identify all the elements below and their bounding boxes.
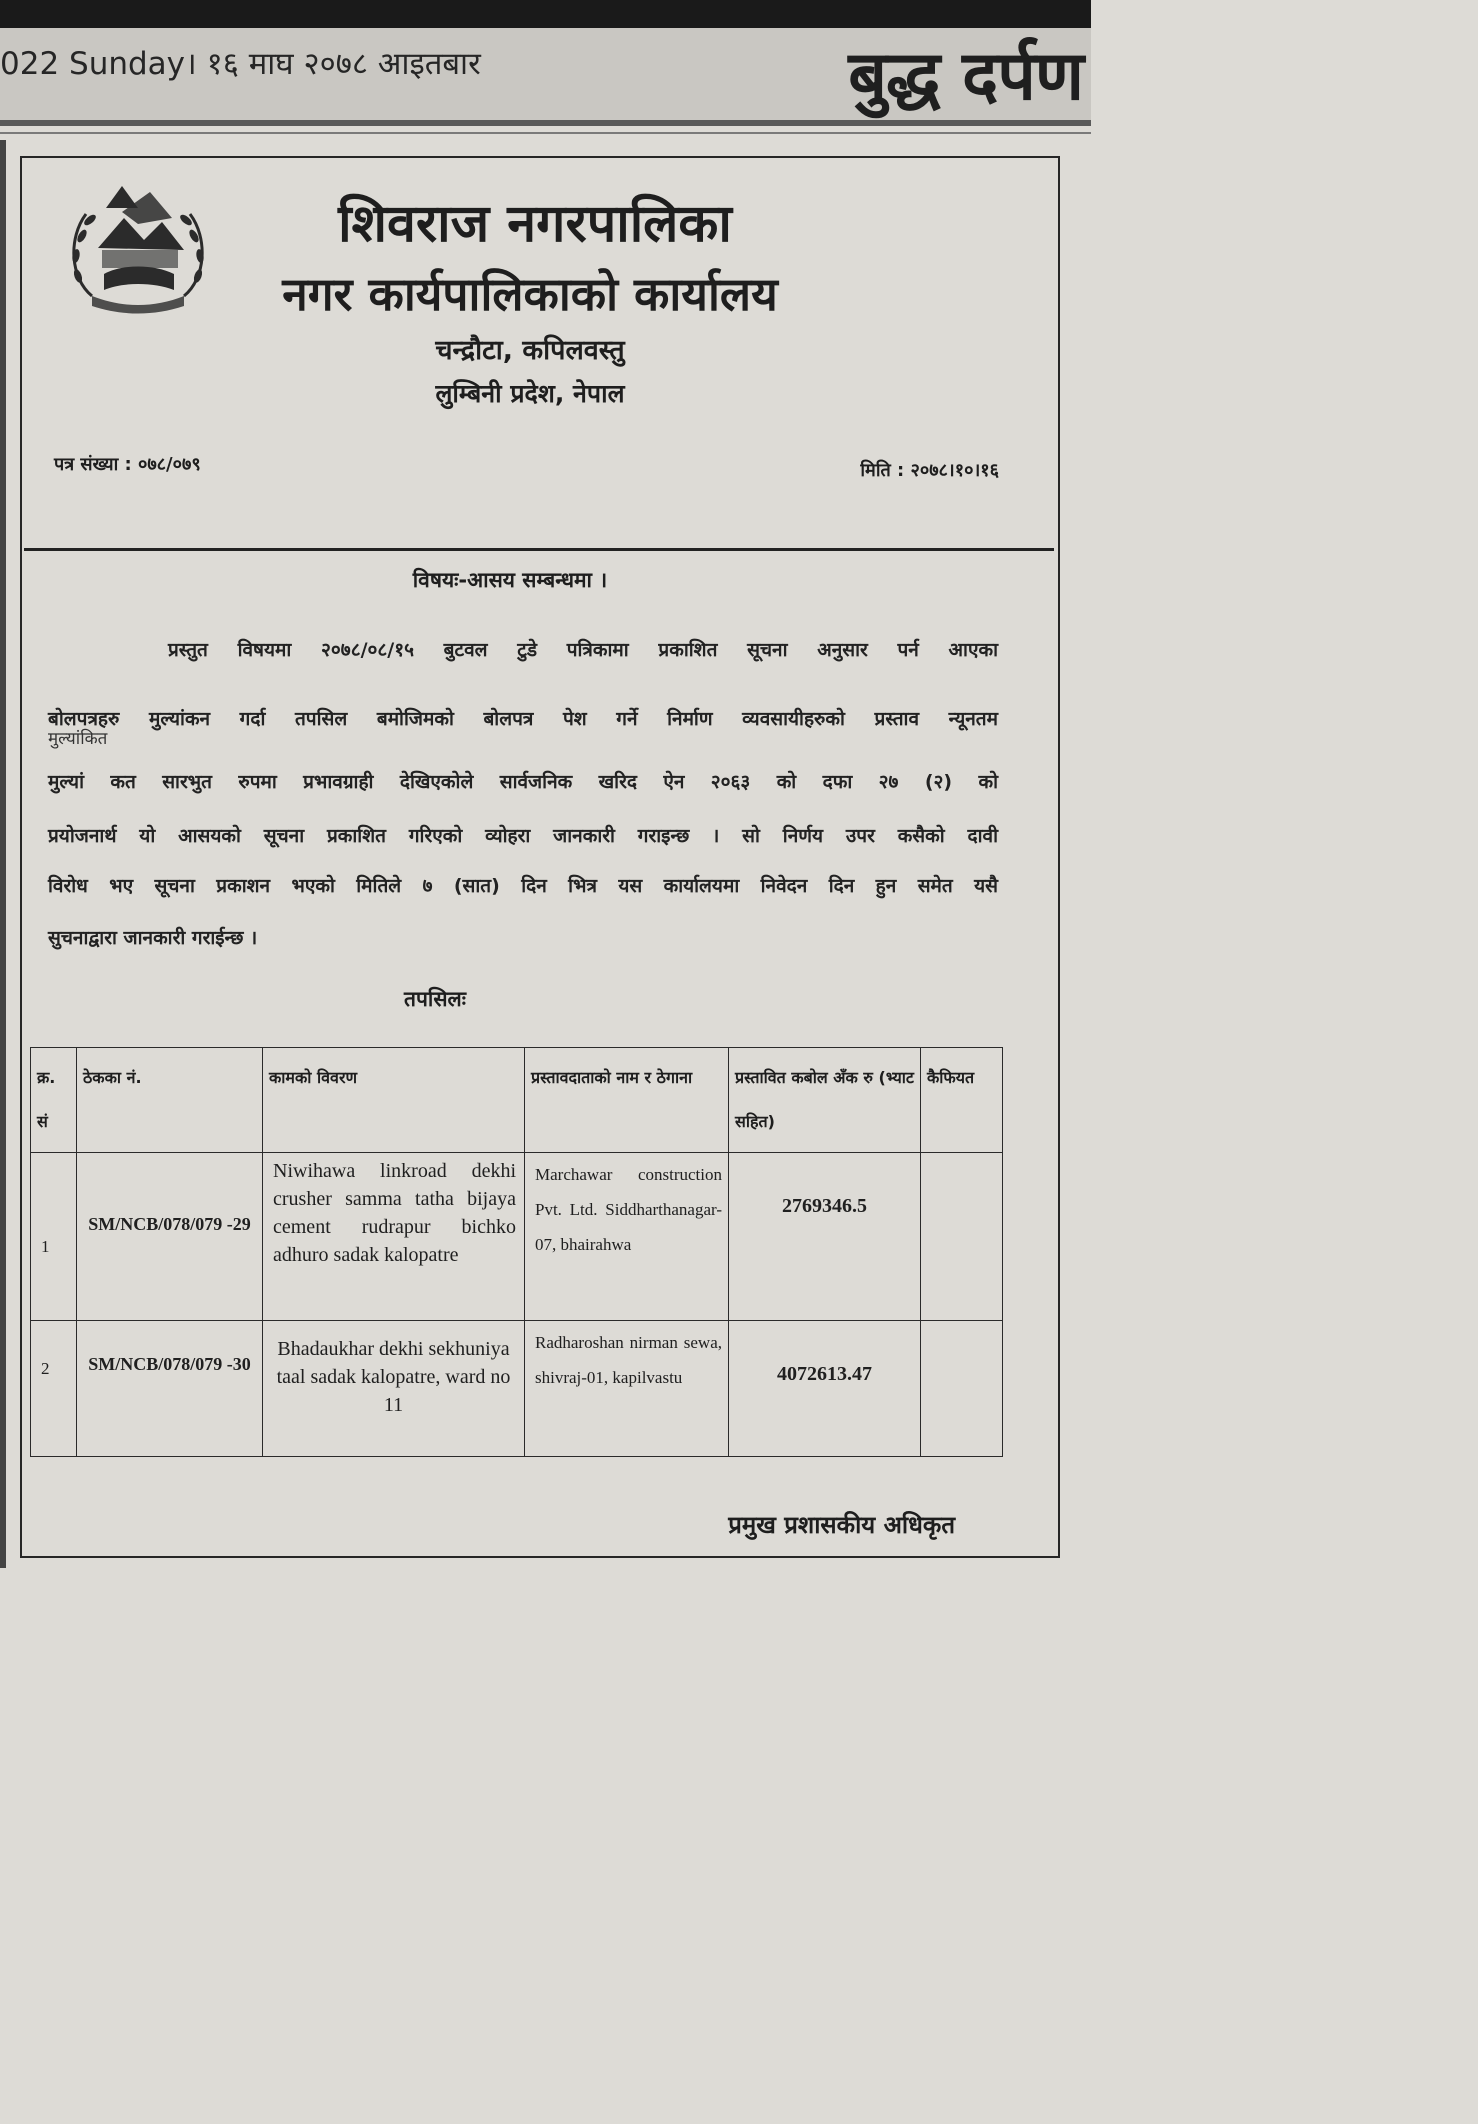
bid-table (30, 1047, 1003, 1457)
letter-date: मिति : २०७८।१०।१६ (860, 460, 999, 481)
row-sn: 1 (31, 1153, 77, 1321)
header-contract-no: ठेकका नं. (77, 1048, 263, 1153)
body-line-5: विरोध भए सूचना प्रकाशन भएको मितिले ७ (सात) दिन भित्र यस कार्यालयमा निवेदन दिन हुन समेत यसै (48, 875, 998, 897)
row-amount: 2769346.5 (729, 1153, 921, 1321)
row-contract-no: SM/NCB/078/079 -30 (77, 1321, 263, 1457)
row-remarks (921, 1321, 1003, 1457)
newspaper-name: बुद्ध दर्पण (848, 37, 1083, 116)
row-bidder: Radharoshan nirman sewa, shivraj-01, kapilvastu (525, 1321, 729, 1457)
table-row (31, 1153, 1003, 1321)
page-edge (0, 140, 6, 1568)
newspaper-masthead (0, 28, 1091, 120)
body-line-2: बोलपत्रहरु मुल्यांकन गर्दा तपसिल बमोजिमको बोलपत्र पेश गर्ने निर्माण व्यवसायीहरुको प्रस्ताव न्यूनतम (48, 708, 998, 730)
row-bidder: Marchawar construction Pvt. Ltd. Siddharthanagar-07, bhairahwa (525, 1153, 729, 1321)
subject-line: विषयः-आसय सम्बन्धमा । (412, 568, 608, 592)
body-line-3: मुल्यां कत सारभुत रुपमा प्रभावग्राही देखिएकोले सार्वजनिक खरिद ऐन २०६३ को दफा २७ (२) को (48, 771, 998, 793)
table-row (31, 1321, 1003, 1457)
row-sn: 2 (31, 1321, 77, 1457)
masthead-date: 022 Sunday। १६ माघ २०७८ आइतबार (0, 46, 481, 82)
header-amount: प्रस्तावित कबोल अँक रु (भ्याट सहित) (729, 1048, 921, 1153)
body-line-2b: मुल्यांकित (48, 729, 108, 749)
nepal-emblem-icon (62, 178, 214, 318)
masthead-rule-thin (0, 132, 1091, 134)
row-amount: 4072613.47 (729, 1321, 921, 1457)
signature-title: प्रमुख प्रशासकीय अधिकृत (728, 1511, 955, 1539)
row-remarks (921, 1153, 1003, 1321)
municipality-name: शिवराज नगरपालिका (338, 194, 732, 254)
header-remarks: कैफियत (921, 1048, 1003, 1153)
row-work: Niwihawa linkroad dekhi crusher samma tatha bijaya cement rudrapur bichko adhuro sadak kalopatre (263, 1153, 525, 1321)
masthead-top-bar (0, 0, 1091, 28)
letter-number: पत्र संख्या : ०७८/०७९ (54, 454, 201, 475)
body-line-6: सुचनाद्वारा जानकारी गराईन्छ । (48, 927, 258, 949)
schedule-heading: तपसिलः (403, 987, 466, 1011)
row-work: Bhadaukhar dekhi sekhuniya taal sadak kalopatre, ward no 11 (263, 1321, 525, 1457)
header-divider (24, 548, 1054, 551)
header-work: कामको विवरण (263, 1048, 525, 1153)
header-sn: क्र. सं (31, 1048, 77, 1153)
masthead-rule (0, 120, 1091, 126)
table-header-row (31, 1048, 1003, 1153)
header-bidder: प्रस्तावदाताको नाम र ठेगाना (525, 1048, 729, 1153)
address-line-2: लुम्बिनी प्रदेश, नेपाल (435, 379, 625, 408)
row-contract-no: SM/NCB/078/079 -29 (77, 1153, 263, 1321)
office-name: नगर कार्यपालिकाको कार्यालय (282, 267, 778, 321)
address-line-1: चन्द्रौटा, कपिलवस्तु (435, 335, 625, 366)
body-line-1: प्रस्तुत विषयमा २०७८/०८/१५ बुटवल टुडे पत्रिकामा प्रकाशित सूचना अनुसार पर्न आएका (168, 639, 998, 661)
body-line-4: प्रयोजनार्थ यो आसयको सूचना प्रकाशित गरिएको व्योहरा जानकारी गराइन्छ । सो निर्णय उपर कसैको दावी (48, 825, 998, 847)
